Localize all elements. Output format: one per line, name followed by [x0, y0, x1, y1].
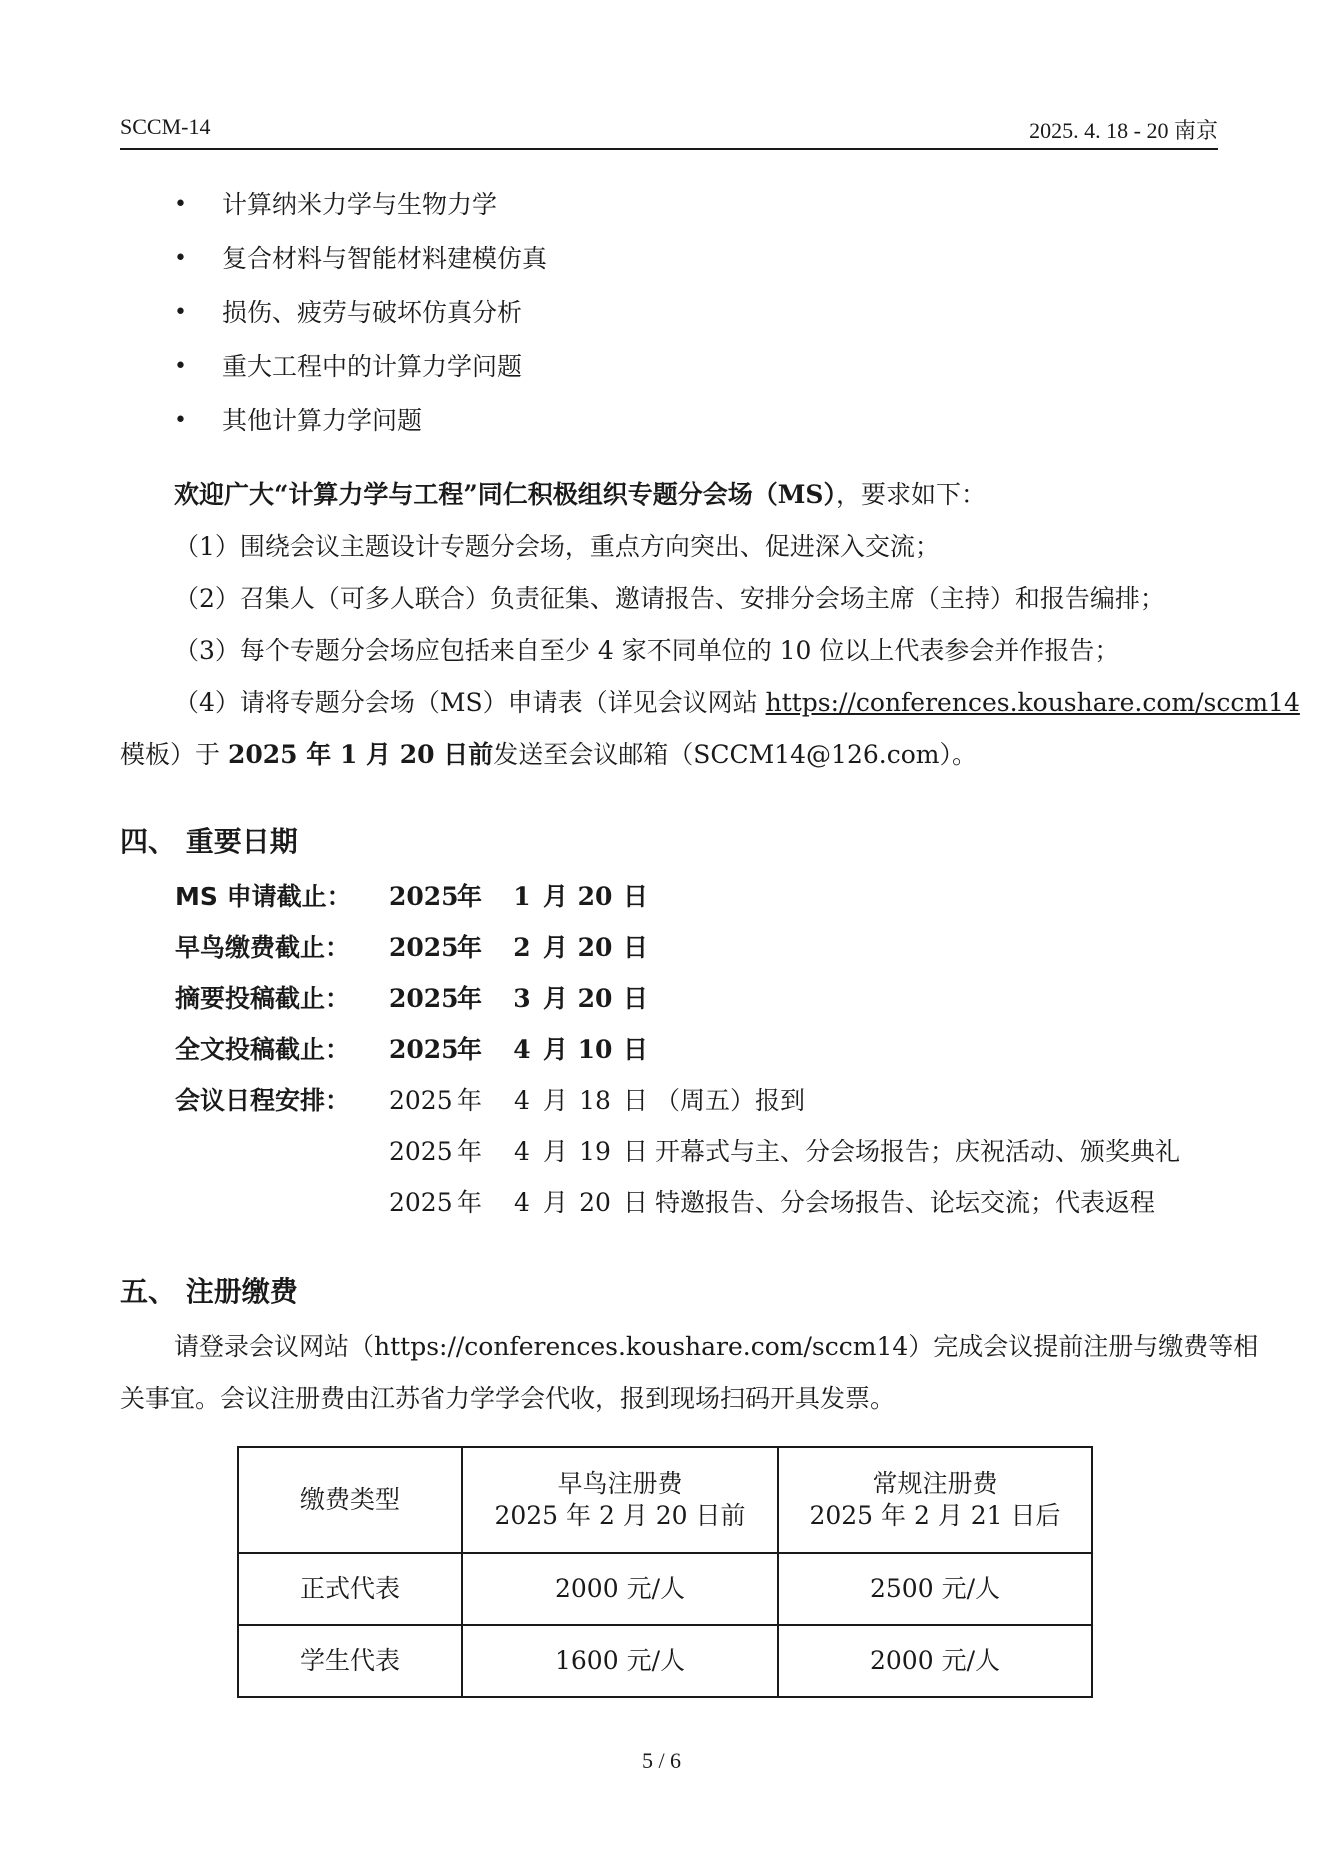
- header-divider: [120, 148, 1218, 150]
- registration-paragraph-cont: 关事宜。会议注册费由江苏省力学学会代收，报到现场扫码开具发票。: [120, 1384, 896, 1413]
- page-number: 5 / 6: [641, 1748, 682, 1773]
- bullet-icon: •: [174, 192, 187, 217]
- bullet-icon: •: [174, 246, 187, 271]
- ms-requirement-2: （2）召集人（可多人联合）负责征集、邀请报告、安排分会场主席（主持）和报告编排；: [174, 584, 1165, 613]
- bullet-icon: •: [174, 354, 187, 379]
- bullet-icon: •: [174, 300, 187, 325]
- header-conference-code: SCCM-14: [120, 114, 211, 139]
- header-fee-type: 缴费类型: [238, 1447, 462, 1553]
- bullet-icon: •: [174, 408, 187, 433]
- header-date-location: 2025. 4. 18 - 20 南京: [1029, 118, 1218, 143]
- list-item: • 其他计算力学问题: [174, 404, 547, 458]
- topic-list: [174, 188, 547, 458]
- section-title-dates: 四、 重要日期: [120, 825, 298, 858]
- document-page: SCCM-14 2025. 4. 18 - 20 南京 • 计算纳米力学与生物力学 • 复合材料与智能材料建模仿真 • 损伤、疲劳与破坏仿真分析 • 重大工程中的计算力学问题 • 其他计算力学问题 欢迎广大“计算力学与工程”同仁积极组织专题分会场（MS），要求如下： （1）围绕会议主题设计专题分会场，重点方向突出、促进深入交流； （2）召集人（可多人联合）负责征集、邀请报告、安排分会场主席（主持）和报告编排； （3）每个专题分会场应包括来自至少 4 家不同单位的 10 位以上代表参会并作报告； （4）请将专题分会场（MS）申请表（详见会议网站 https://conferences.koushare.com/sccm14 模板）于 2025 年 1 月 20 日前发送至会议邮箱（SCCM14@126.com）。 四、 重要日期 MS 申请截止： 2025 年 1 月 20 日 早鸟缴费截止： 2025 年 2 月 20 日 摘要投稿截止： 2025 年 3 月 20 日 全文投稿截止： 2025 年 4 月 10 日 会议日程安排： 2025 年 4 月 18 日 （周五）报到 2025 年 4 月 19 日 开幕式与主、分会场报告；庆祝活动、颁奖典礼 2025 年 4 月 20 日 特邀报告、分会场报告、论坛交流；代表返程 五、 注册缴费 请登录会议网站（https://conferences.koushare.com/sccm14）完成会议提前注册与缴费等相 关事宜。会议注册费由江苏省力学学会代收，报到现场扫码开具发票。 缴费类型 早鸟注册费 2025 年 2 月 20 日前 常规注册费 2025 年 2 月 21 日后 正式代表 2000 元/人 2500 元/人 学生代表 1600 元/人 2000 元/人 5 / 6: [0, 0, 1323, 1871]
- list-item: • 复合材料与智能材料建模仿真: [174, 242, 547, 296]
- ms-requirement-1: （1）围绕会议主题设计专题分会场，重点方向突出、促进深入交流；: [174, 532, 940, 561]
- table-row: 正式代表 2000 元/人 2500 元/人: [238, 1553, 1092, 1625]
- header-regular-fee: 常规注册费 2025 年 2 月 21 日后: [778, 1447, 1092, 1553]
- ms-requirement-4-cont: 模板）于 2025 年 1 月 20 日前发送至会议邮箱（SCCM14@126.com）。: [120, 740, 977, 769]
- conference-website-link[interactable]: https://conferences.koushare.com/sccm14: [765, 688, 1300, 717]
- header-early-fee: 早鸟注册费 2025 年 2 月 20 日前: [462, 1447, 778, 1553]
- table-header-row: [238, 1447, 1092, 1553]
- list-item: • 重大工程中的计算力学问题: [174, 350, 547, 404]
- list-item: • 损伤、疲劳与破坏仿真分析: [174, 296, 547, 350]
- ms-intro: 欢迎广大“计算力学与工程”同仁积极组织专题分会场（MS），要求如下：: [174, 480, 987, 509]
- ms-requirement-3: （3）每个专题分会场应包括来自至少 4 家不同单位的 10 位以上代表参会并作报告；: [174, 636, 1120, 665]
- list-item: • 计算纳米力学与生物力学: [174, 188, 547, 242]
- ms-deadline: 2025 年 1 月 20 日前: [227, 740, 494, 769]
- fee-table: [237, 1446, 1093, 1698]
- table-row: 学生代表 1600 元/人 2000 元/人: [238, 1625, 1092, 1697]
- section-title-registration: 五、 注册缴费: [120, 1275, 298, 1308]
- registration-paragraph: 请登录会议网站（https://conferences.koushare.com/sccm14）完成会议提前注册与缴费等相: [174, 1332, 1259, 1361]
- ms-requirement-4: （4）请将专题分会场（MS）申请表（详见会议网站 https://conferences.koushare.com/sccm14: [174, 688, 1300, 717]
